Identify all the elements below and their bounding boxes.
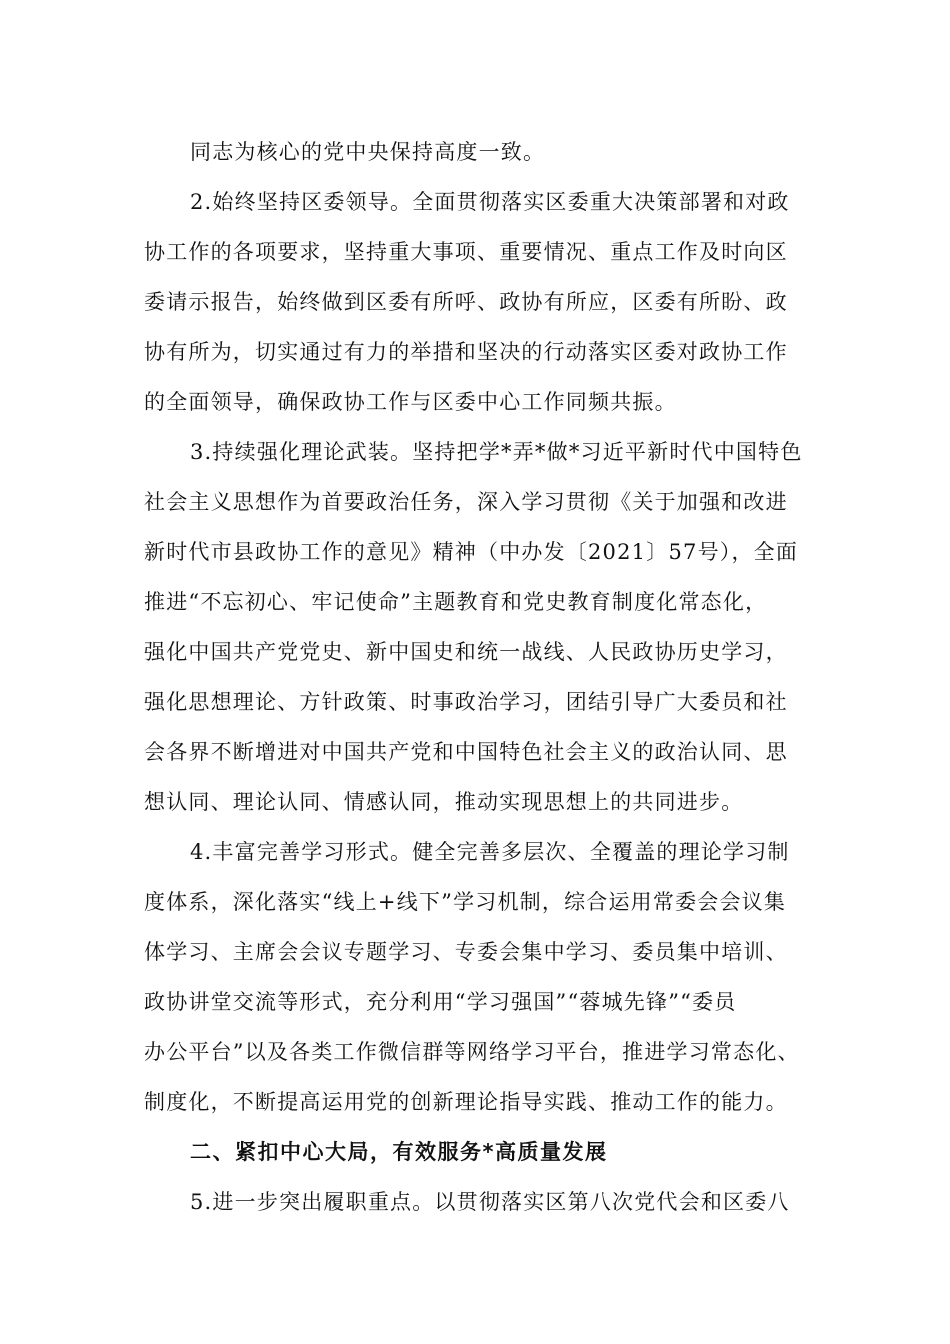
paragraph-line: 协有所为，切实通过有力的举措和坚决的行动落实区委对政协工作 bbox=[144, 340, 788, 364]
paragraph-line: 强化思想理论、方针政策、时事政治学习，团结引导广大委员和社 bbox=[144, 690, 788, 714]
paragraph-line: 办公平台”以及各类工作微信群等网络学习平台，推进学习常态化、 bbox=[144, 1040, 800, 1064]
paragraph-line: 5.进一步突出履职重点。以贯彻落实区第八次党代会和区委八 bbox=[190, 1190, 790, 1214]
paragraph-line: 会各界不断增进对中国共产党和中国特色社会主义的政治认同、思 bbox=[144, 740, 788, 764]
paragraph-line: 同志为核心的党中央保持高度一致。 bbox=[190, 140, 546, 164]
paragraph-line: 社会主义思想作为首要政治任务，深入学习贯彻《关于加强和改进 bbox=[144, 490, 788, 514]
paragraph-line: 的全面领导，确保政协工作与区委中心工作同频共振。 bbox=[144, 390, 677, 414]
paragraph-line: 制度化，不断提高运用党的创新理论指导实践、推动工作的能力。 bbox=[144, 1090, 788, 1114]
paragraph-line: 2.始终坚持区委领导。全面贯彻落实区委重大决策部署和对政 bbox=[190, 190, 790, 214]
paragraph-line: 委请示报告，始终做到区委有所呼、政协有所应，区委有所盼、政 bbox=[144, 290, 788, 314]
paragraph-line: 政协讲堂交流等形式，充分利用“学习强国”“蓉城先锋”“委员 bbox=[144, 990, 737, 1014]
section-heading: 二、紧扣中心大局，有效服务*高质量发展 bbox=[190, 1140, 608, 1164]
paragraph-line: 度体系，深化落实“线上+线下”学习机制，综合运用常委会会议集 bbox=[144, 890, 787, 914]
paragraph-line: 想认同、理论认同、情感认同，推动实现思想上的共同进步。 bbox=[144, 790, 744, 814]
paragraph-line: 强化中国共产党党史、新中国史和统一战线、人民政协历史学习， bbox=[144, 640, 788, 664]
paragraph-line: 新时代市县政协工作的意见》精神（中办发〔2021〕57号），全面 bbox=[144, 540, 799, 564]
paragraph-line: 3.持续强化理论武装。坚持把学*弄*做*习近平新时代中国特色 bbox=[190, 440, 803, 464]
paragraph-line: 体学习、主席会会议专题学习、专委会集中学习、委员集中培训、 bbox=[144, 940, 788, 964]
paragraph-line: 4.丰富完善学习形式。健全完善多层次、全覆盖的理论学习制 bbox=[190, 840, 790, 864]
paragraph-line: 推进“不忘初心、牢记使命”主题教育和党史教育制度化常态化， bbox=[144, 590, 768, 614]
paragraph-line: 协工作的各项要求，坚持重大事项、重要情况、重点工作及时向区 bbox=[144, 240, 788, 264]
